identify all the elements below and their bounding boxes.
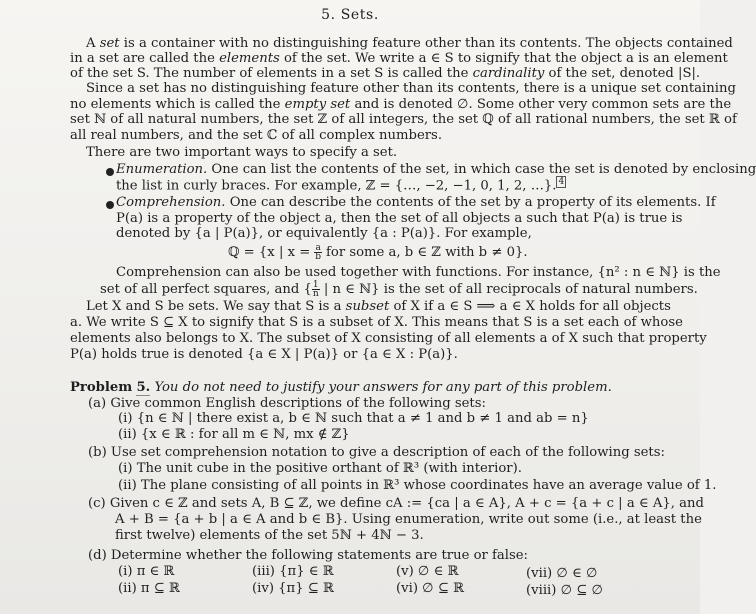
part-a-i: (i) {n ∈ ℕ | there exist a, b ∈ ℕ such that a ≠ 1 and b ≠ 1 and ab = n}	[118, 411, 589, 426]
part-b-head: (b) Use set comprehension notation to give a description of each of the following sets:	[88, 445, 665, 460]
para5-line1: Let X and S be sets. We say that S is a subset of X if a ∈ S ⟹ a ∈ X holds for all objects	[86, 299, 671, 314]
section-title: 5. Sets.	[321, 7, 379, 23]
part-b-i: (i) The unit cube in the positive orthant of ℝ³ (with interior).	[118, 461, 522, 476]
part-d-item: (iii) {π} ∈ ℝ	[252, 564, 334, 579]
bullet2-line3: denoted by {a | P(a)}, or equivalently {a : P(a)}. For example,	[116, 226, 532, 241]
part-c-line1: (c) Given c ∈ ℤ and sets A, B ⊆ ℤ, we define cA := {ca | a ∈ A}, A + c = {a + c | a ∈ A}, and	[88, 496, 704, 511]
part-c-line3: first twelve) elements of the set 5ℕ + 4ℕ − 3.	[115, 528, 424, 543]
part-d-item: (iv) {π} ⊆ ℝ	[252, 581, 334, 596]
fraction: $\frac{1}{n}$	[312, 280, 319, 299]
part-d-item: (vi) ∅ ⊆ ℝ	[396, 581, 465, 596]
problem-heading: Problem 5. You do not need to justify your answers for any part of this problem.	[70, 380, 612, 395]
rationals-formula: ℚ = {x | x = $\frac{a}{b}$ for some a, b ∈ ℤ with b ≠ 0}.	[228, 243, 528, 262]
part-a-ii: (ii) {x ∈ ℝ : for all m ∈ ℕ, mx ∉ ℤ}	[118, 427, 350, 442]
part-d-item: (viii) ∅ ⊆ ∅	[526, 583, 603, 598]
para2-line4: all real numbers, and the set ℂ of all complex numbers.	[70, 128, 443, 143]
fraction: $\frac{a}{b}$	[315, 243, 322, 262]
part-d-head: (d) Determine whether the following statements are true or false:	[88, 548, 528, 563]
footnote-marker[interactable]: 4	[558, 177, 565, 187]
para1-line2: in a set are called the elements of the set. We write a ∈ S to signify that the object a is an element	[70, 51, 728, 66]
para3: There are two important ways to specify a set.	[86, 145, 398, 160]
bullet1-line1: Enumeration. One can list the contents of the set, in which case the set is denoted by enclosing	[116, 162, 756, 177]
part-b-ii: (ii) The plane consisting of all points in ℝ³ whose coordinates have an average value of 1.	[118, 478, 717, 493]
para4-line1: Comprehension can also be used together with functions. For instance, {n² : n ∈ ℕ} is the	[116, 265, 721, 280]
bullet2-line2: P(a) is a property of the object a, then the set of all objects a such that P(a) is true is	[116, 211, 683, 226]
para2-line3: set ℕ of all natural numbers, the set ℤ of all integers, the set ℚ of all rational numbers, the set ℝ of	[70, 112, 737, 127]
bullet-dot	[106, 201, 114, 209]
para1-line1: A set is a container with no distinguishing feature other than its contents. The objects contained	[86, 36, 733, 51]
para5-line4: P(a) holds true is denoted {a ∈ X | P(a)} or {a ∈ X : P(a)}.	[70, 347, 458, 362]
part-d-item: (i) π ∈ ℝ	[118, 564, 175, 579]
part-a-head: (a) Give common English descriptions of the following sets:	[88, 396, 486, 411]
bullet-dot	[106, 168, 114, 176]
part-d-item: (ii) π ⊆ ℝ	[118, 581, 180, 596]
bullet1-line2: the list in curly braces. For example, ℤ = {…, −2, −1, 0, 1, 2, …}. $^4$	[116, 177, 565, 194]
para2-line2: no elements which is called the empty set and is denoted ∅. Some other very common sets are the	[70, 97, 732, 112]
para5-line2: a. We write S ⊆ X to signify that S is a subset of X. This means that S is a set each of whose	[70, 315, 683, 330]
para1-line3: of the set S. The number of elements in a set S is called the cardinality of the set, denoted |S|.	[70, 66, 701, 81]
para4-line2: set of all perfect squares, and { $\frac{1}{n}$ | n ∈ ℕ} is the set of all reciprocals of natural numbers.	[100, 280, 698, 299]
para5-line3: elements also belongs to X. The subset of X consisting of all elements a of X such that property	[70, 331, 707, 346]
para2-line1: Since a set has no distinguishing feature other than its contents, there is a unique set containing	[86, 81, 736, 96]
part-d-item: (v) ∅ ∈ ℝ	[396, 564, 459, 579]
part-d-item: (vii) ∅ ∈ ∅	[526, 566, 598, 581]
problem-number-link[interactable]: 5.	[136, 380, 151, 395]
part-c-line2: A + B = {a + b | a ∈ A and b ∈ B}. Using enumeration, write out some (i.e., at least the	[115, 512, 702, 527]
bullet2-line1: Comprehension. One can describe the contents of the set by a property of its elements. If	[116, 195, 716, 210]
